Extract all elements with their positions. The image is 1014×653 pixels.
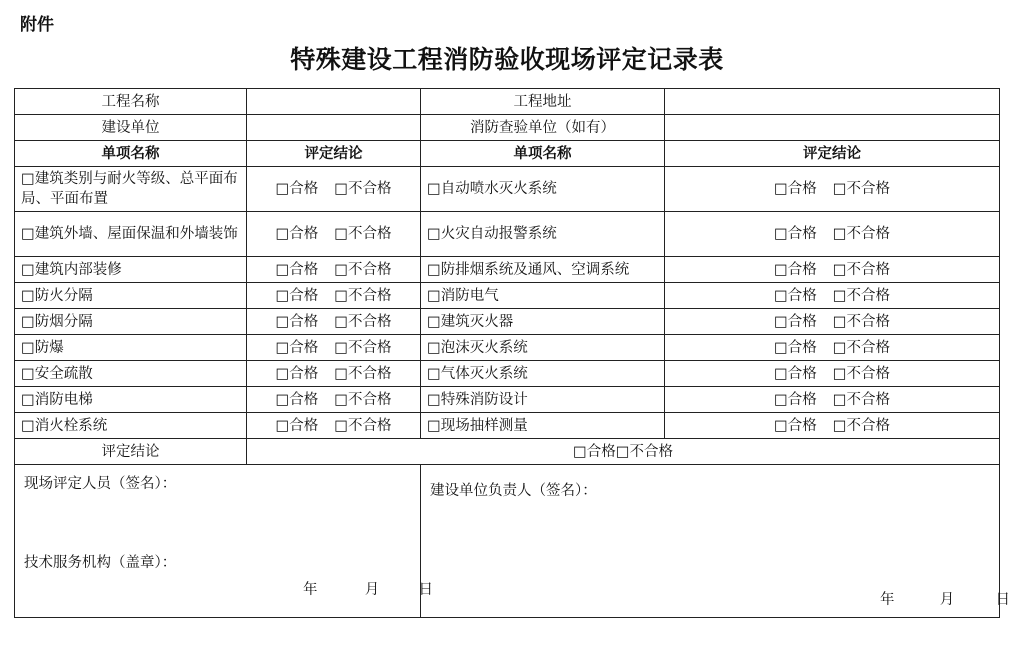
- item-right: □建筑灭火器: [421, 309, 665, 335]
- column-header-row: [15, 141, 1000, 167]
- fail-checkbox[interactable]: □不合格: [334, 391, 392, 408]
- pass-checkbox[interactable]: □合格: [774, 417, 817, 434]
- item-left: □防烟分隔: [15, 309, 247, 335]
- conclusion-left: [247, 283, 421, 309]
- item-right: □气体灭火系统: [421, 361, 665, 387]
- table-row: [15, 283, 1000, 309]
- year-label: 年: [303, 582, 318, 598]
- conclusion-left: [247, 387, 421, 413]
- inspection-unit-field[interactable]: [665, 115, 1000, 141]
- item-right: □消防电气: [421, 283, 665, 309]
- pass-checkbox[interactable]: □合格: [774, 339, 817, 356]
- signature-right-cell: [421, 465, 1010, 618]
- conclusion-right: [665, 309, 1000, 335]
- item-right: □自动喷水灭火系统: [421, 167, 665, 212]
- pass-checkbox[interactable]: □合格: [774, 313, 817, 330]
- conclusion-left: [247, 361, 421, 387]
- overall-conclusion-row: [15, 439, 1000, 465]
- col-header-item-left: 单项名称: [15, 141, 247, 167]
- item-right: □特殊消防设计: [421, 387, 665, 413]
- table-row: [15, 361, 1000, 387]
- signature-row: [15, 465, 1000, 618]
- inspection-unit-label: 消防查验单位（如有）: [421, 115, 665, 141]
- fail-checkbox[interactable]: □不合格: [334, 417, 392, 434]
- fail-checkbox[interactable]: □不合格: [334, 313, 392, 330]
- pass-checkbox[interactable]: □合格: [275, 181, 319, 197]
- table-row: [15, 387, 1000, 413]
- fail-checkbox[interactable]: □不合格: [832, 261, 890, 278]
- item-right: □现场抽样测量: [421, 413, 665, 439]
- item-left: □消火栓系统: [15, 413, 247, 439]
- fail-checkbox[interactable]: □不合格: [832, 391, 890, 408]
- pass-checkbox[interactable]: □合格: [774, 287, 817, 304]
- evaluation-form-table: [14, 88, 1010, 618]
- fail-checkbox[interactable]: □不合格: [334, 287, 392, 304]
- conclusion-right: [665, 413, 1000, 439]
- item-left: □建筑内部装修: [15, 257, 247, 283]
- project-address-label: 工程地址: [421, 89, 665, 115]
- conclusion-left: [247, 335, 421, 361]
- table-row: [15, 413, 1000, 439]
- overall-conclusion-options[interactable]: □合格□不合格: [247, 439, 1000, 465]
- conclusion-right: [665, 167, 1000, 212]
- builder-head-signature-label[interactable]: 建设单位负责人（签名）：: [430, 483, 597, 499]
- fail-checkbox[interactable]: □不合格: [832, 365, 890, 382]
- conclusion-left: [247, 257, 421, 283]
- conclusion-right: [665, 257, 1000, 283]
- pass-checkbox[interactable]: □合格: [774, 391, 817, 408]
- pass-checkbox[interactable]: □合格: [275, 261, 319, 278]
- fail-checkbox[interactable]: □不合格: [334, 339, 392, 356]
- year-label: 年: [880, 592, 895, 608]
- attachment-label: 附件: [20, 15, 54, 35]
- builder-label: 建设单位: [15, 115, 247, 141]
- pass-checkbox[interactable]: □合格: [275, 417, 319, 434]
- conclusion-right: [665, 387, 1000, 413]
- conclusion-right: [665, 361, 1000, 387]
- conclusion-right: [665, 212, 1000, 257]
- right-date[interactable]: [880, 590, 1010, 610]
- conclusion-left: [247, 413, 421, 439]
- item-left: □消防电梯: [15, 387, 247, 413]
- fail-checkbox[interactable]: □不合格: [832, 181, 890, 197]
- pass-checkbox[interactable]: □合格: [275, 226, 319, 242]
- fail-checkbox[interactable]: □不合格: [832, 287, 890, 304]
- conclusion-right: [665, 283, 1000, 309]
- fail-checkbox[interactable]: □不合格: [832, 417, 890, 434]
- tech-agency-seal-label[interactable]: 技术服务机构（盖章）：: [24, 555, 177, 571]
- evaluators-signature-label[interactable]: 现场评定人员（签名）：: [24, 476, 177, 492]
- pass-checkbox[interactable]: □合格: [774, 261, 817, 278]
- item-left: □建筑类别与耐火等级、总平面布局、平面布置: [15, 167, 247, 212]
- item-left: □建筑外墙、屋面保温和外墙装饰: [15, 212, 247, 257]
- pass-checkbox[interactable]: □合格: [275, 339, 319, 356]
- pass-checkbox[interactable]: □合格: [275, 287, 319, 304]
- left-date[interactable]: [303, 580, 433, 600]
- project-name-label: 工程名称: [15, 89, 247, 115]
- pass-checkbox[interactable]: □合格: [275, 313, 319, 330]
- pass-checkbox[interactable]: □合格: [774, 226, 817, 242]
- month-label: 月: [939, 592, 955, 608]
- fail-checkbox[interactable]: □不合格: [334, 181, 392, 197]
- project-info-row: [15, 89, 1000, 115]
- item-left: □防火分隔: [15, 283, 247, 309]
- day-label: 日: [995, 592, 1010, 608]
- month-label: 月: [364, 582, 380, 598]
- project-name-field[interactable]: [247, 89, 421, 115]
- conclusion-left: [247, 212, 421, 257]
- item-left: □防爆: [15, 335, 247, 361]
- conclusion-left: [247, 167, 421, 212]
- conclusion-left: [247, 309, 421, 335]
- col-header-conclusion-right: 评定结论: [665, 141, 1000, 167]
- conclusion-right: [665, 335, 1000, 361]
- fail-checkbox[interactable]: □不合格: [334, 365, 392, 382]
- item-right: □泡沫灭火系统: [421, 335, 665, 361]
- day-label: 日: [418, 582, 433, 598]
- pass-checkbox[interactable]: □合格: [774, 181, 817, 197]
- col-header-conclusion-left: 评定结论: [247, 141, 421, 167]
- fail-checkbox[interactable]: □不合格: [832, 339, 890, 356]
- table-row: [15, 335, 1000, 361]
- fail-checkbox[interactable]: □不合格: [832, 313, 890, 330]
- item-left: □安全疏散: [15, 361, 247, 387]
- item-right: □火灾自动报警系统: [421, 212, 665, 257]
- pass-checkbox[interactable]: □合格: [275, 365, 319, 382]
- table-row: [15, 309, 1000, 335]
- pass-checkbox[interactable]: □合格: [774, 365, 817, 382]
- table-row: [15, 167, 1000, 212]
- fail-checkbox[interactable]: □不合格: [832, 226, 890, 242]
- signature-left-cell: [15, 465, 433, 618]
- page-title: 特殊建设工程消防验收现场评定记录表: [290, 45, 724, 74]
- builder-info-row: [15, 115, 1000, 141]
- table-row: [15, 257, 1000, 283]
- pass-checkbox[interactable]: □合格: [275, 391, 319, 408]
- col-header-item-right: 单项名称: [421, 141, 665, 167]
- table-row: [15, 212, 1000, 257]
- project-address-field[interactable]: [665, 89, 1000, 115]
- builder-field[interactable]: [247, 115, 421, 141]
- item-right: □防排烟系统及通风、空调系统: [421, 257, 665, 283]
- overall-conclusion-label: 评定结论: [15, 439, 247, 465]
- fail-checkbox[interactable]: □不合格: [334, 261, 392, 278]
- fail-checkbox[interactable]: □不合格: [334, 226, 392, 242]
